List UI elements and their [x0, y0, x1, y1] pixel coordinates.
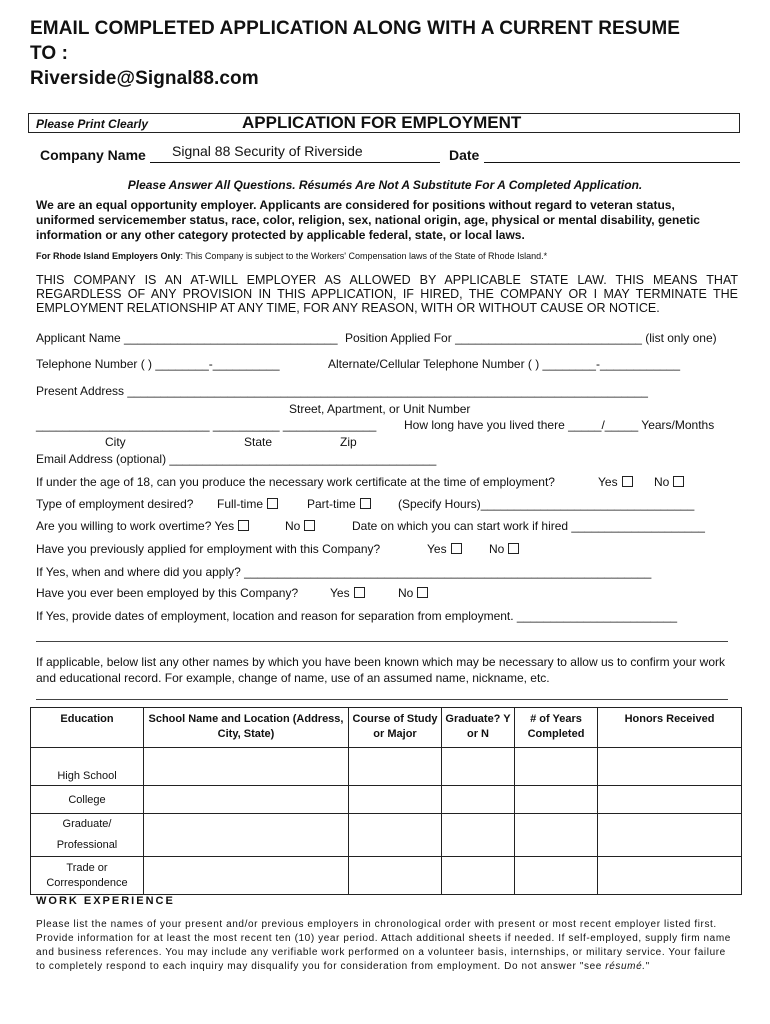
under-18-no[interactable]	[654, 475, 684, 489]
overtime-label: Are you willing to work overtime?	[36, 519, 212, 533]
full-time-option[interactable]	[217, 497, 278, 511]
header-line-2: TO :	[30, 43, 69, 64]
telephone-field[interactable]: Telephone Number ( ) ________-__________	[36, 357, 280, 371]
checkbox[interactable]	[417, 587, 428, 598]
table-header-row	[31, 708, 742, 748]
other-names-instruction: If applicable, below list any other names by which you have been known which may be necessary to allow us to confirm your work and educational record. For example, change of name, use of an assumed name, nickname, etc.	[36, 655, 726, 685]
overtime-no[interactable]	[285, 519, 315, 533]
part-time-option[interactable]	[307, 497, 371, 511]
column-header: Graduate? Y or N	[442, 708, 515, 748]
table-cell[interactable]	[349, 786, 442, 814]
checkbox[interactable]	[451, 543, 462, 554]
table-cell[interactable]	[144, 786, 349, 814]
answer-all-notice: Please Answer All Questions. Résumés Are Not A Substitute For A Completed Application.	[127, 178, 643, 192]
column-header: Honors Received	[598, 708, 742, 748]
row-label: Graduate/ Professional	[31, 814, 144, 857]
resume-word: résumé.	[605, 961, 646, 972]
column-header: Course of Study or Major	[349, 708, 442, 748]
yes-label: Yes	[598, 475, 618, 489]
table-row	[31, 748, 742, 786]
rhode-island-notice	[36, 251, 547, 261]
email-field[interactable]: Email Address (optional) ________________________________________	[36, 452, 437, 466]
yes-label: Yes	[330, 586, 350, 600]
table-cell[interactable]	[515, 748, 598, 786]
column-header: School Name and Location (Address, City, State)	[144, 708, 349, 748]
checkbox[interactable]	[304, 520, 315, 531]
overtime-question	[36, 519, 249, 533]
company-name-field[interactable]	[150, 162, 440, 163]
no-label: No	[489, 542, 505, 556]
date-label: Date	[449, 147, 480, 163]
table-cell[interactable]	[144, 857, 349, 895]
under-18-question: If under the age of 18, can you produce the necessary work certificate at the time of employment?	[36, 475, 555, 489]
checkbox[interactable]	[673, 476, 684, 487]
table-cell[interactable]	[442, 786, 515, 814]
closing-quote: "	[645, 961, 650, 972]
state-caption: State	[244, 435, 273, 449]
alt-phone-field[interactable]: Alternate/Cellular Telephone Number ( ) ________-____________	[328, 357, 681, 371]
table-cell[interactable]	[144, 814, 349, 857]
company-name-value: Signal 88 Security of Riverside	[172, 143, 363, 159]
table-cell[interactable]	[515, 857, 598, 895]
yes-label: Yes	[427, 542, 447, 556]
street-caption: Street, Apartment, or Unit Number	[289, 402, 471, 416]
date-field[interactable]	[484, 162, 740, 163]
table-row	[31, 857, 742, 895]
work-experience-heading: WORK EXPERIENCE	[36, 895, 175, 907]
checkbox[interactable]	[267, 498, 278, 509]
row-label: High School	[31, 748, 144, 786]
start-date-field[interactable]: Date on which you can start work if hired ____________________	[352, 519, 705, 533]
ri-text: : This Company is subject to the Workers' Compensation laws of the State of Rhode Island.*	[180, 251, 548, 261]
checkbox[interactable]	[360, 498, 371, 509]
checkbox[interactable]	[622, 476, 633, 487]
table-cell[interactable]	[515, 814, 598, 857]
no-label: No	[398, 586, 414, 600]
employed-before-question: Have you ever been employed by this Company?	[36, 586, 299, 600]
applicant-name-field[interactable]: Applicant Name ________________________________	[36, 331, 338, 345]
column-header: # of Years Completed	[515, 708, 598, 748]
zip-caption: Zip	[340, 435, 357, 449]
table-cell[interactable]	[349, 814, 442, 857]
table-cell[interactable]	[598, 748, 742, 786]
yes-label: Yes	[214, 519, 235, 533]
employment-type-question: Type of employment desired?	[36, 497, 194, 511]
row-label: Trade or Correspondence	[31, 857, 144, 895]
employment-dates-field[interactable]: If Yes, provide dates of employment, location and reason for separation from employment. ________________________	[36, 609, 678, 623]
years-months-field[interactable]: How long have you lived there _____/_____ Years/Months	[404, 418, 715, 432]
full-time-label: Full-time	[217, 497, 264, 511]
applied-before-no[interactable]	[489, 542, 519, 556]
city-caption: City	[105, 435, 126, 449]
checkbox[interactable]	[508, 543, 519, 554]
applied-before-question: Have you previously applied for employment with this Company?	[36, 542, 381, 556]
table-cell[interactable]	[515, 786, 598, 814]
email-instruction-header	[30, 16, 680, 91]
row-label: College	[31, 786, 144, 814]
table-cell[interactable]	[442, 748, 515, 786]
when-where-field[interactable]: If Yes, when and where did you apply? _____________________________________________________________	[36, 565, 652, 579]
no-label: No	[654, 475, 670, 489]
table-cell[interactable]	[598, 814, 742, 857]
education-table	[30, 707, 742, 895]
applied-before-yes[interactable]	[427, 542, 462, 556]
table-cell[interactable]	[144, 748, 349, 786]
employed-before-no[interactable]	[398, 586, 428, 600]
checkbox[interactable]	[238, 520, 249, 531]
no-label: No	[285, 519, 301, 533]
table-cell[interactable]	[349, 857, 442, 895]
employed-before-yes[interactable]	[330, 586, 365, 600]
present-address-field[interactable]: Present Address ______________________________________________________________________________	[36, 384, 648, 398]
checkbox[interactable]	[354, 587, 365, 598]
company-name-label: Company Name	[40, 147, 146, 163]
answer-line[interactable]	[36, 641, 728, 642]
eeo-statement: We are an equal opportunity employer. Applicants are considered for positions without regard to veteran status, uniformed servicemember status, race, color, religion, sex, national origin, age, physical or mental disability, genetic information or any other category protected by applicable federal, state, or local laws.	[36, 198, 700, 242]
part-time-label: Part-time	[307, 497, 356, 511]
header-email: Riverside@Signal88.com	[30, 68, 259, 89]
work-experience-text: Please list the names of your present and/or previous employers in chronological order with present or most recent employer listed first. Provide information for at least the most recent ten (10) year period. Attach additional sheets if needed. If self-employed, supply firm name and business references. You may include any verifiable work performed on a volunteer basis, internships, or military service. Your failure to completely respond to each inquiry may disqualify you for consideration from employment. Do not answer "see	[36, 919, 731, 972]
table-row	[31, 814, 742, 857]
table-cell[interactable]	[349, 748, 442, 786]
work-experience-instructions	[36, 918, 736, 974]
header-line-1: EMAIL COMPLETED APPLICATION ALONG WITH A CURRENT RESUME	[30, 18, 681, 39]
specify-hours-field[interactable]: (Specify Hours)________________________________	[398, 497, 695, 511]
table-cell[interactable]	[598, 857, 742, 895]
form-title: APPLICATION FOR EMPLOYMENT	[242, 113, 522, 132]
ri-label: For Rhode Island Employers Only	[36, 251, 181, 261]
under-18-yes[interactable]	[598, 475, 633, 489]
city-state-zip-field[interactable]: __________________________ __________ ______________	[36, 418, 377, 432]
table-cell[interactable]	[442, 857, 515, 895]
at-will-statement: THIS COMPANY IS AN AT-WILL EMPLOYER AS ALLOWED BY APPLICABLE STATE LAW. THIS MEANS THAT REGARDLESS OF ANY PROVISION IN THIS APPLICATION, IF HIRED, THE COMPANY OR I MAY TERMINATE THE EMPLOYMENT RELATIONSHIP AT ANY TIME, FOR ANY REASON, WITH OR WITHOUT CAUSE OR NOTICE.	[36, 273, 738, 315]
table-cell[interactable]	[442, 814, 515, 857]
column-header: Education	[31, 708, 144, 748]
table-cell[interactable]	[598, 786, 742, 814]
answer-line[interactable]	[36, 699, 728, 700]
please-print-label: Please Print Clearly	[36, 117, 149, 131]
position-field[interactable]: Position Applied For ____________________________ (list only one)	[345, 331, 717, 345]
table-row	[31, 786, 742, 814]
